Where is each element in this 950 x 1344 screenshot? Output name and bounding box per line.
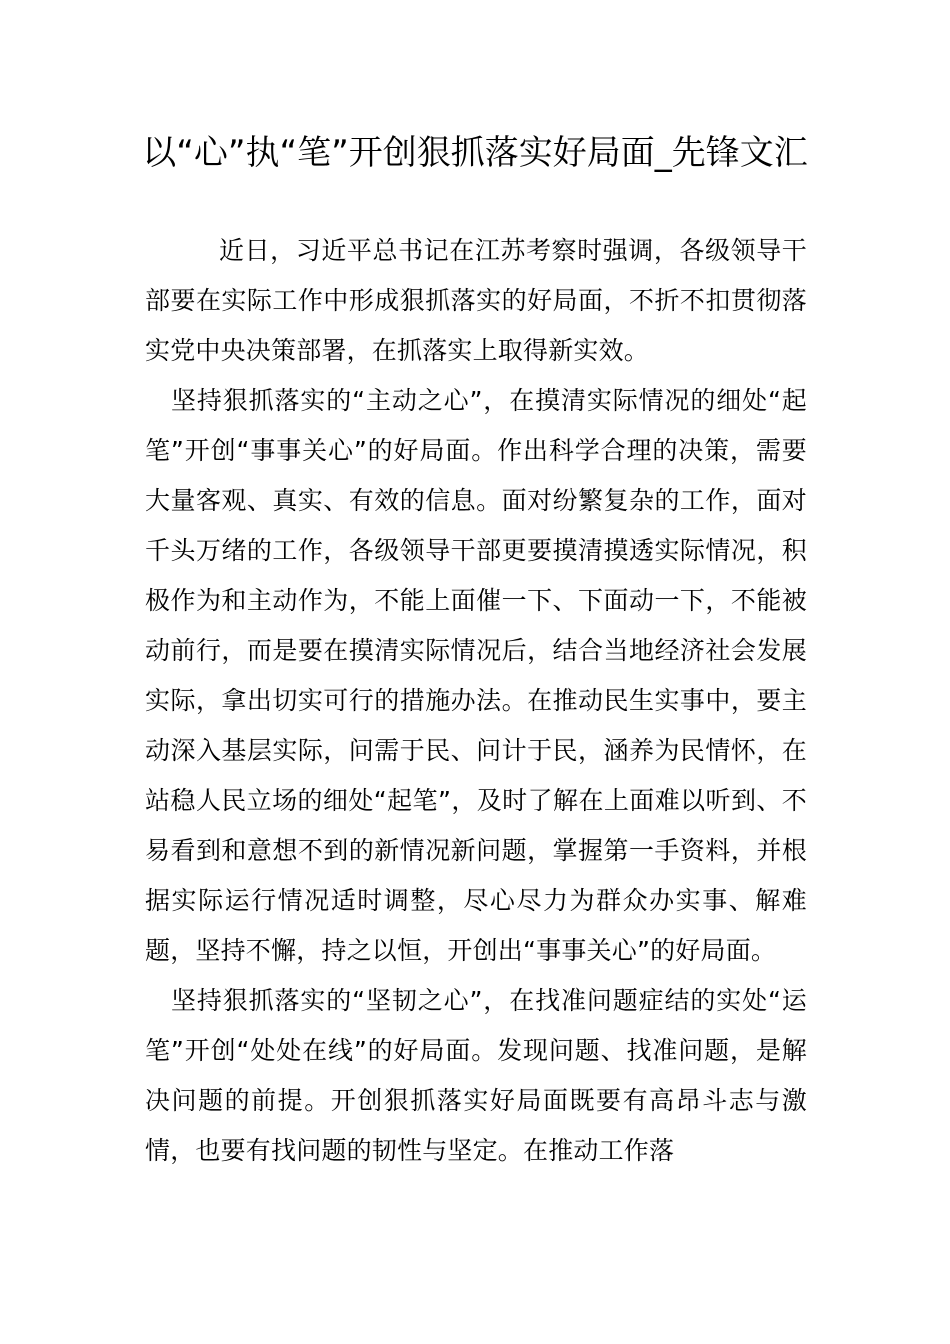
document-title: 以“心”执“笔”开创狠抓落实好局面_先锋文汇 bbox=[142, 133, 808, 173]
paragraph-perseverance: 坚持狠抓落实的“坚韧之心”，在找准问题症结的实处“运笔”开创“处处在线”的好局面。发现问题、找准问题，是解决问题的前提。开创狠抓落实好局面既要有高昂斗志与激情，也要有找问题的韧性与坚定。在推动工作落 bbox=[145, 986, 807, 1165]
paragraph-initiative: 坚持狠抓落实的“主动之心”，在摸清实际情况的细处“起笔”开创“事事关心”的好局面。作出科学合理的决策，需要大量客观、真实、有效的信息。面对纷繁复杂的工作，面对千头万绪的工作，各级领导干部更要摸清摸透实际情况，积极作为和主动作为，不能上面催一下、下面动一下，不能被动前行，而是要在摸清实际情况后，结合当地经济社会发展实际，拿出切实可行的措施办法。在推动民生实事中，要主动深入基层实际，问需于民、问计于民，涵养为民情怀，在站稳人民立场的细处“起笔”，及时了解在上面难以听到、不易看到和意想不到的新情况新问题，掌握第一手资料，并根据实际运行情况适时调整，尽心尽力为群众办实事、解难题，坚持不懈，持之以恒，开创出“事事关心”的好局面。 bbox=[145, 386, 807, 965]
paragraph-intro: 近日，习近平总书记在江苏考察时强调，各级领导干部要在实际工作中形成狠抓落实的好局面，不折不扣贯彻落实党中央决策部署，在抓落实上取得新实效。 bbox=[145, 236, 807, 365]
document-body bbox=[145, 226, 807, 1176]
